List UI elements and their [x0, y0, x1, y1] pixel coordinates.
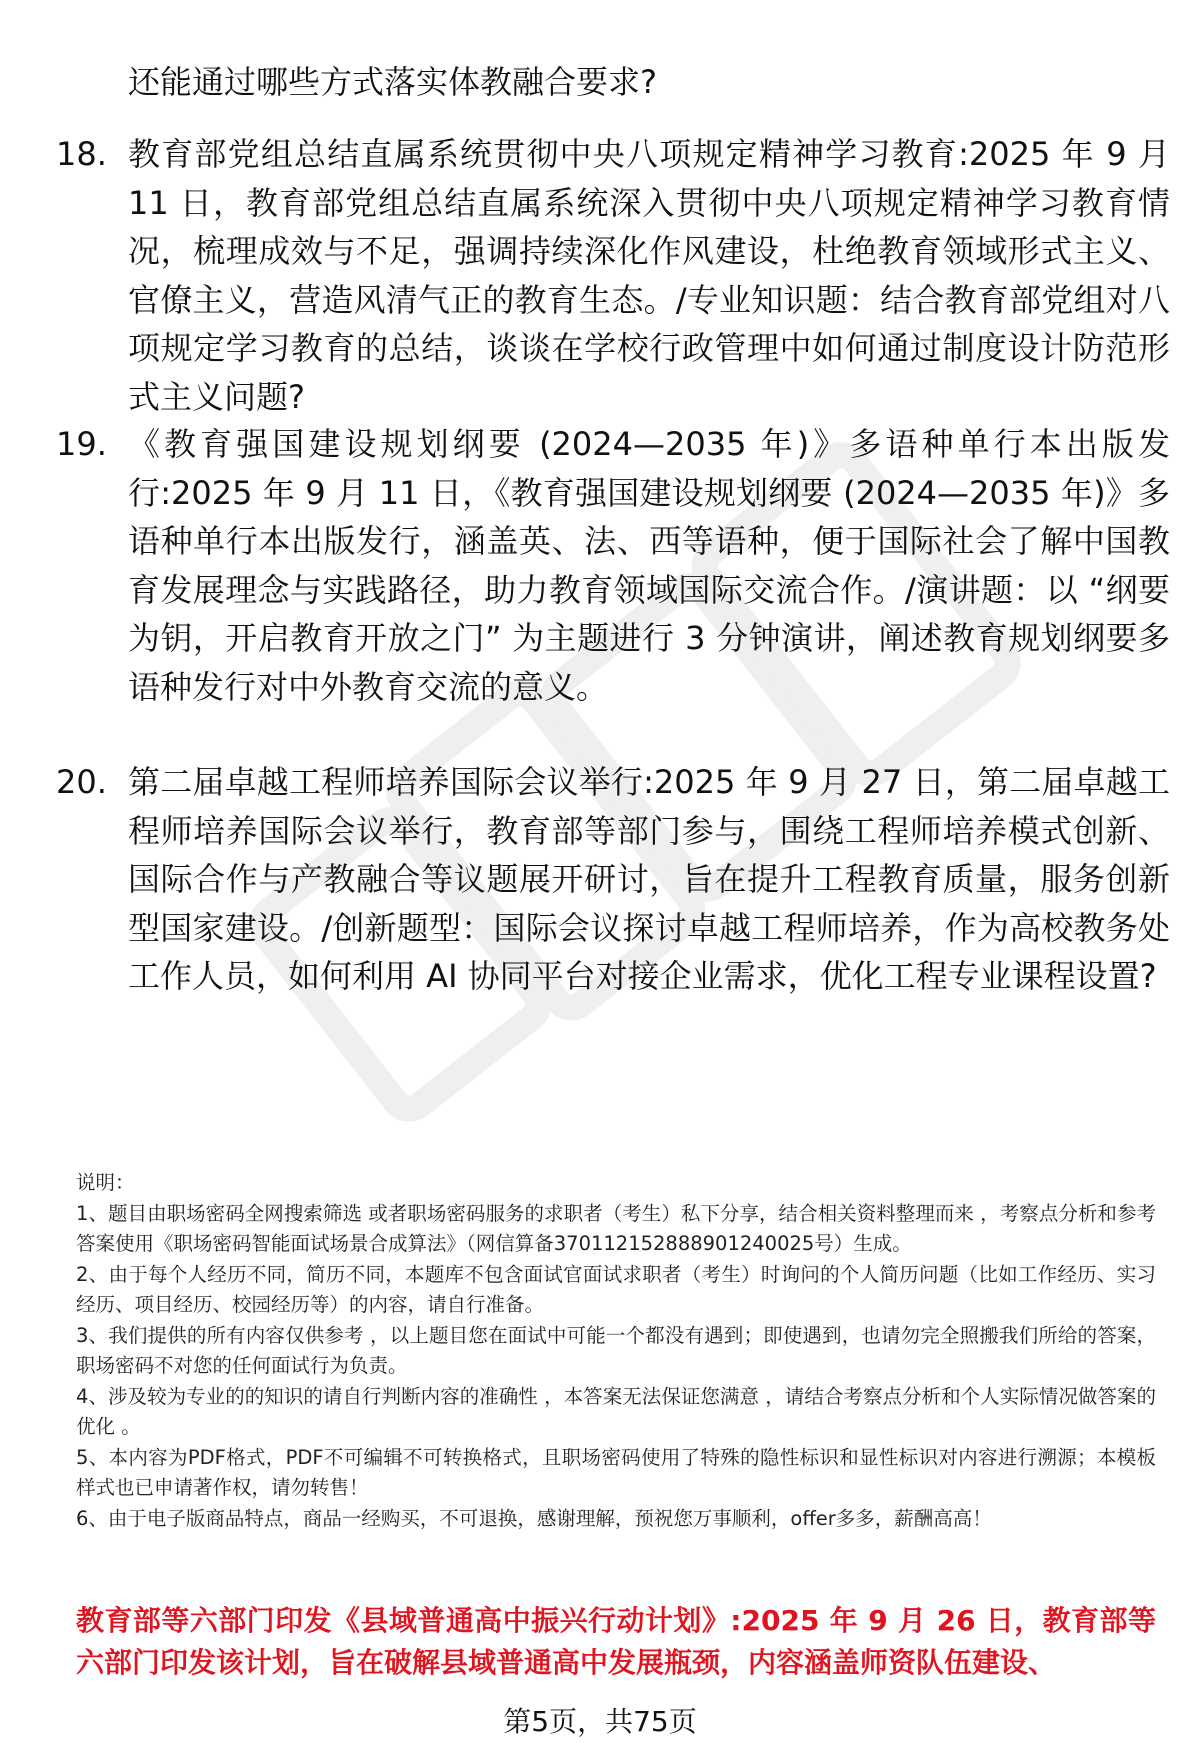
question-text: 教育部党组总结直属系统贯彻中央八项规定精神学习教育:2025 年 9 月 11 日，教育部党组总结直属系统深入贯彻中央八项规定精神学习教育情况，梳理成效与不足，强调持续深化作风建设，杜绝教育领域形式主义、官僚主义，营造风清气正的教育生态。/专业知识题：结合教育部党组对八项规定学习教育的总结，谈谈在学校行政管理中如何通过制度设计防范形式主义问题? [128, 135, 1170, 416]
notes-item: 2、由于每个人经历不同，简历不同，本题库不包含面试官面试求职者（考生）时询问的个人简历问题（比如工作经历、实习经历、项目经历、校园经历等）的内容，请自行准备。 [76, 1262, 1156, 1316]
continuation-text: 还能通过哪些方式落实体教融合要求? [128, 63, 657, 101]
question-number: 18. [56, 135, 107, 173]
notes-item: 3、我们提供的所有内容仅供参考 ，以上题目您在面试中可能一个都没有遇到；即使遇到，也请勿完全照搬我们所给的答案，职场密码不对您的任何面试行为负责。 [76, 1323, 1156, 1377]
question-text: 《教育强国建设规划纲要 (2024—2035 年)》多语种单行本出版发行:2025 年 9 月 11 日，《教育强国建设规划纲要 (2024—2035 年)》多语种单行本出版发行，涵盖英、法、西等语种，便于国际社会了解中国教育发展理念与实践路径，助力教育领域国际交流合作。/演讲题：以 “纲要为钥，开启教育开放之门” 为主题进行 3 分钟演讲，阐述教育规划纲要多语种发行对中外教育交流的意义。 [128, 425, 1170, 706]
question-number: 19. [56, 425, 107, 463]
notes-title: 说明： [76, 1171, 135, 1194]
notes-section [76, 1168, 1156, 1534]
question-number: 20. [56, 763, 107, 801]
page-indicator: 第5页，共75页 [503, 1705, 697, 1738]
question-text: 第二届卓越工程师培养国际会议举行:2025 年 9 月 27 日，第二届卓越工程师培养国际会议举行，教育部等部门参与，围绕工程师培养模式创新、国际合作与产教融合等议题展开研讨，旨在提升工程教育质量，服务创新型国家建设。/创新题型：国际会议探讨卓越工程师培养，作为高校教务处工作人员，如何利用 AI 协同平台对接企业需求，优化工程专业课程设置? [128, 763, 1170, 995]
notes-item: 5、本内容为PDF格式，PDF不可编辑不可转换格式，且职场密码使用了特殊的隐性标识和显性标识对内容进行溯源；本模板样式也已申请著作权，请勿转售！ [76, 1445, 1156, 1499]
notes-item: 4、涉及较为专业的的知识的请自行判断内容的准确性 ，本答案无法保证您满意 ，请结合考察点分析和个人实际情况做答案的优化 。 [76, 1384, 1156, 1438]
promo-paragraph: 教育部等六部门印发《县域普通高中振兴行动计划》:2025 年 9 月 26 日，教育部等六部门印发该计划，旨在破解县域普通高中发展瓶颈，内容涵盖师资队伍建设、 [76, 1604, 1156, 1679]
notes-item: 1、题目由职场密码全网搜索筛选 或者职场密码服务的求职者（考生）私下分享，结合相关资料整理而来 ，考察点分析和参考答案使用《职场密码智能面试场景合成算法》（网信算备370112152888901240025号）生成。 [76, 1201, 1156, 1255]
notes-item: 6、由于电子版商品特点，商品一经购买，不可退换，感谢理解，预祝您万事顺利，offer多多，薪酬高高！ [76, 1506, 992, 1530]
